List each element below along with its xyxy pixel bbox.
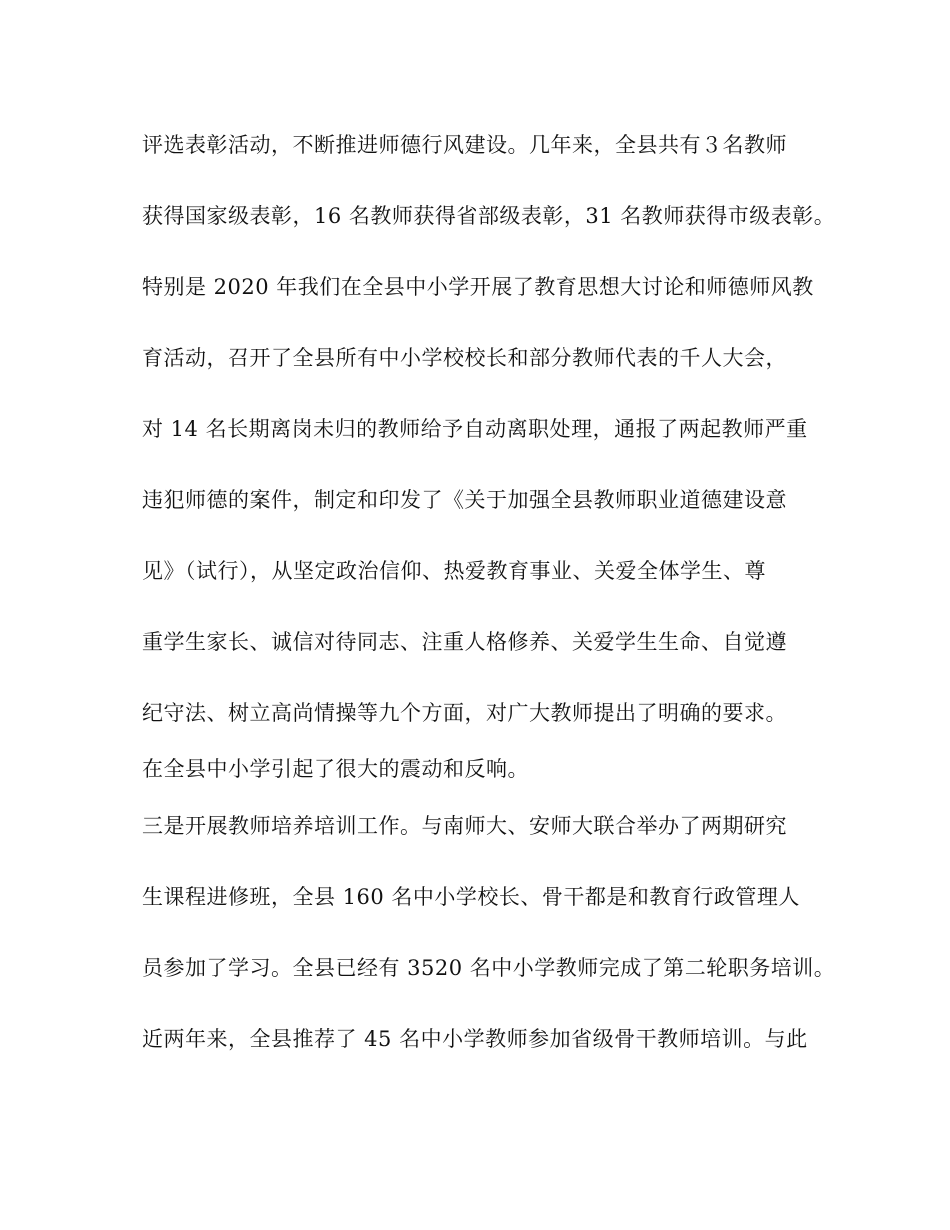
text-line-6: 违犯师德的案件，制定和印发了《关于加强全县教师职业道德建设意 [142, 488, 787, 512]
text-line-11: 三是开展教师培养培训工作。与南师大、安师大联合举办了两期研究 [142, 814, 787, 838]
text-line-12: 生课程进修班，全县 160 名中小学校长、骨干都是和教育行政管理人 [142, 885, 800, 909]
text-line-14: 近两年来，全县推荐了 45 名中小学教师参加省级骨干教师培训。与此 [142, 1027, 808, 1051]
text-line-7: 见》（试行），从坚定政治信仰、热爱教育事业、关爱全体学生、尊 [142, 559, 766, 583]
text-line-3: 特别是 2020 年我们在全县中小学开展了教育思想大讨论和师德师风教 [142, 275, 814, 299]
text-line-8: 重学生家长、诚信对待同志、注重人格修养、关爱学生生命、自觉遵 [142, 630, 787, 654]
text-line-2: 获得国家级表彰，16 名教师获得省部级表彰，31 名教师获得市级表彰。 [142, 204, 836, 228]
text-line-9: 纪守法、树立高尚情操等九个方面，对广大教师提出了明确的要求。 [142, 701, 787, 725]
text-line-4: 育活动，召开了全县所有中小学校校长和部分教师代表的千人大会， [142, 346, 787, 370]
text-line-5: 对 14 名长期离岗未归的教师给予自动离职处理，通报了两起教师严重 [142, 417, 808, 441]
text-line-10: 在全县中小学引起了很大的震动和反响。 [142, 757, 529, 781]
text-line-1: 评选表彰活动，不断推进师德行风建设。几年来，全县共有３名教师 [142, 133, 787, 157]
text-line-13: 员参加了学习。全县已经有 3520 名中小学教师完成了第二轮职务培训。 [142, 956, 836, 980]
